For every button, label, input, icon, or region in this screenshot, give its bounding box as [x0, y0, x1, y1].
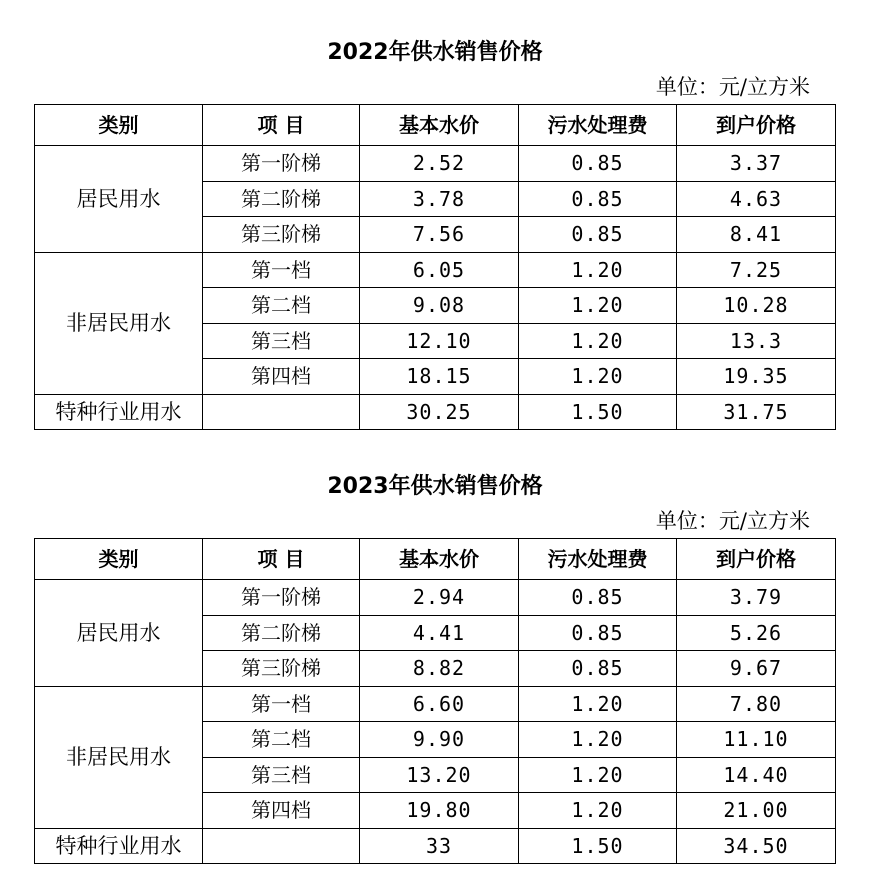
table-row	[35, 252, 836, 288]
total-price-cell: 11.10	[677, 722, 836, 758]
header-sewage-fee: 污水处理费	[519, 539, 677, 580]
base-price-cell: 19.80	[360, 793, 519, 829]
table-row	[35, 686, 836, 722]
total-price-cell: 7.80	[677, 686, 836, 722]
table-title: 2023年供水销售价格	[327, 474, 543, 499]
base-price-cell: 4.41	[360, 615, 519, 651]
header-category: 类别	[35, 539, 203, 580]
sewage-fee-cell: 0.85	[519, 217, 677, 253]
sewage-fee-cell: 0.85	[519, 580, 677, 616]
item-cell: 第一阶梯	[203, 146, 360, 182]
base-price-cell: 9.90	[360, 722, 519, 758]
sewage-fee-cell: 1.20	[519, 359, 677, 395]
sewage-fee-cell: 1.50	[519, 394, 677, 430]
sewage-fee-cell: 0.85	[519, 615, 677, 651]
header-item: 项 目	[203, 539, 360, 580]
total-price-cell: 3.79	[677, 580, 836, 616]
item-cell: 第二档	[203, 288, 360, 324]
item-cell	[203, 394, 360, 430]
total-price-cell: 21.00	[677, 793, 836, 829]
base-price-cell: 33	[360, 828, 519, 864]
category-nonresidential: 非居民用水	[35, 686, 203, 828]
total-price-cell: 4.63	[677, 181, 836, 217]
base-price-cell: 7.56	[360, 217, 519, 253]
header-row	[35, 539, 836, 580]
sewage-fee-cell: 1.20	[519, 252, 677, 288]
item-cell: 第三阶梯	[203, 217, 360, 253]
item-cell: 第三档	[203, 757, 360, 793]
base-price-cell: 30.25	[360, 394, 519, 430]
total-price-cell: 3.37	[677, 146, 836, 182]
total-price-cell: 8.41	[677, 217, 836, 253]
base-price-cell: 6.05	[360, 252, 519, 288]
unit-label: 单位：元/立方米	[655, 75, 810, 99]
base-price-cell: 2.52	[360, 146, 519, 182]
item-cell	[203, 828, 360, 864]
base-price-cell: 8.82	[360, 651, 519, 687]
sewage-fee-cell: 1.20	[519, 288, 677, 324]
item-cell: 第二阶梯	[203, 615, 360, 651]
item-cell: 第四档	[203, 359, 360, 395]
base-price-cell: 18.15	[360, 359, 519, 395]
item-cell: 第一阶梯	[203, 580, 360, 616]
header-total-price: 到户价格	[677, 105, 836, 146]
table-row	[35, 580, 836, 616]
base-price-cell: 13.20	[360, 757, 519, 793]
table-title: 2022年供水销售价格	[327, 40, 543, 65]
price-table-2022	[34, 104, 836, 430]
header-base-price: 基本水价	[360, 105, 519, 146]
base-price-cell: 6.60	[360, 686, 519, 722]
header-base-price: 基本水价	[360, 539, 519, 580]
sewage-fee-cell: 0.85	[519, 146, 677, 182]
category-residential: 居民用水	[35, 146, 203, 253]
total-price-cell: 14.40	[677, 757, 836, 793]
total-price-cell: 19.35	[677, 359, 836, 395]
table-row	[35, 146, 836, 182]
sewage-fee-cell: 1.50	[519, 828, 677, 864]
table-row	[35, 828, 836, 864]
item-cell: 第二阶梯	[203, 181, 360, 217]
total-price-cell: 13.3	[677, 323, 836, 359]
sewage-fee-cell: 0.85	[519, 181, 677, 217]
base-price-cell: 9.08	[360, 288, 519, 324]
total-price-cell: 10.28	[677, 288, 836, 324]
total-price-cell: 5.26	[677, 615, 836, 651]
total-price-cell: 9.67	[677, 651, 836, 687]
price-table-2023	[34, 538, 836, 864]
total-price-cell: 34.50	[677, 828, 836, 864]
category-nonresidential: 非居民用水	[35, 252, 203, 394]
base-price-cell: 3.78	[360, 181, 519, 217]
category-special: 特种行业用水	[35, 828, 203, 864]
table-row	[35, 394, 836, 430]
category-special: 特种行业用水	[35, 394, 203, 430]
base-price-cell: 2.94	[360, 580, 519, 616]
header-total-price: 到户价格	[677, 539, 836, 580]
unit-label: 单位：元/立方米	[655, 509, 810, 533]
item-cell: 第一档	[203, 252, 360, 288]
base-price-cell: 12.10	[360, 323, 519, 359]
sewage-fee-cell: 1.20	[519, 323, 677, 359]
item-cell: 第一档	[203, 686, 360, 722]
sewage-fee-cell: 0.85	[519, 651, 677, 687]
item-cell: 第四档	[203, 793, 360, 829]
item-cell: 第二档	[203, 722, 360, 758]
category-residential: 居民用水	[35, 580, 203, 687]
header-category: 类别	[35, 105, 203, 146]
sewage-fee-cell: 1.20	[519, 757, 677, 793]
total-price-cell: 31.75	[677, 394, 836, 430]
header-row	[35, 105, 836, 146]
total-price-cell: 7.25	[677, 252, 836, 288]
item-cell: 第三阶梯	[203, 651, 360, 687]
item-cell: 第三档	[203, 323, 360, 359]
sewage-fee-cell: 1.20	[519, 793, 677, 829]
header-item: 项 目	[203, 105, 360, 146]
sewage-fee-cell: 1.20	[519, 686, 677, 722]
sewage-fee-cell: 1.20	[519, 722, 677, 758]
header-sewage-fee: 污水处理费	[519, 105, 677, 146]
